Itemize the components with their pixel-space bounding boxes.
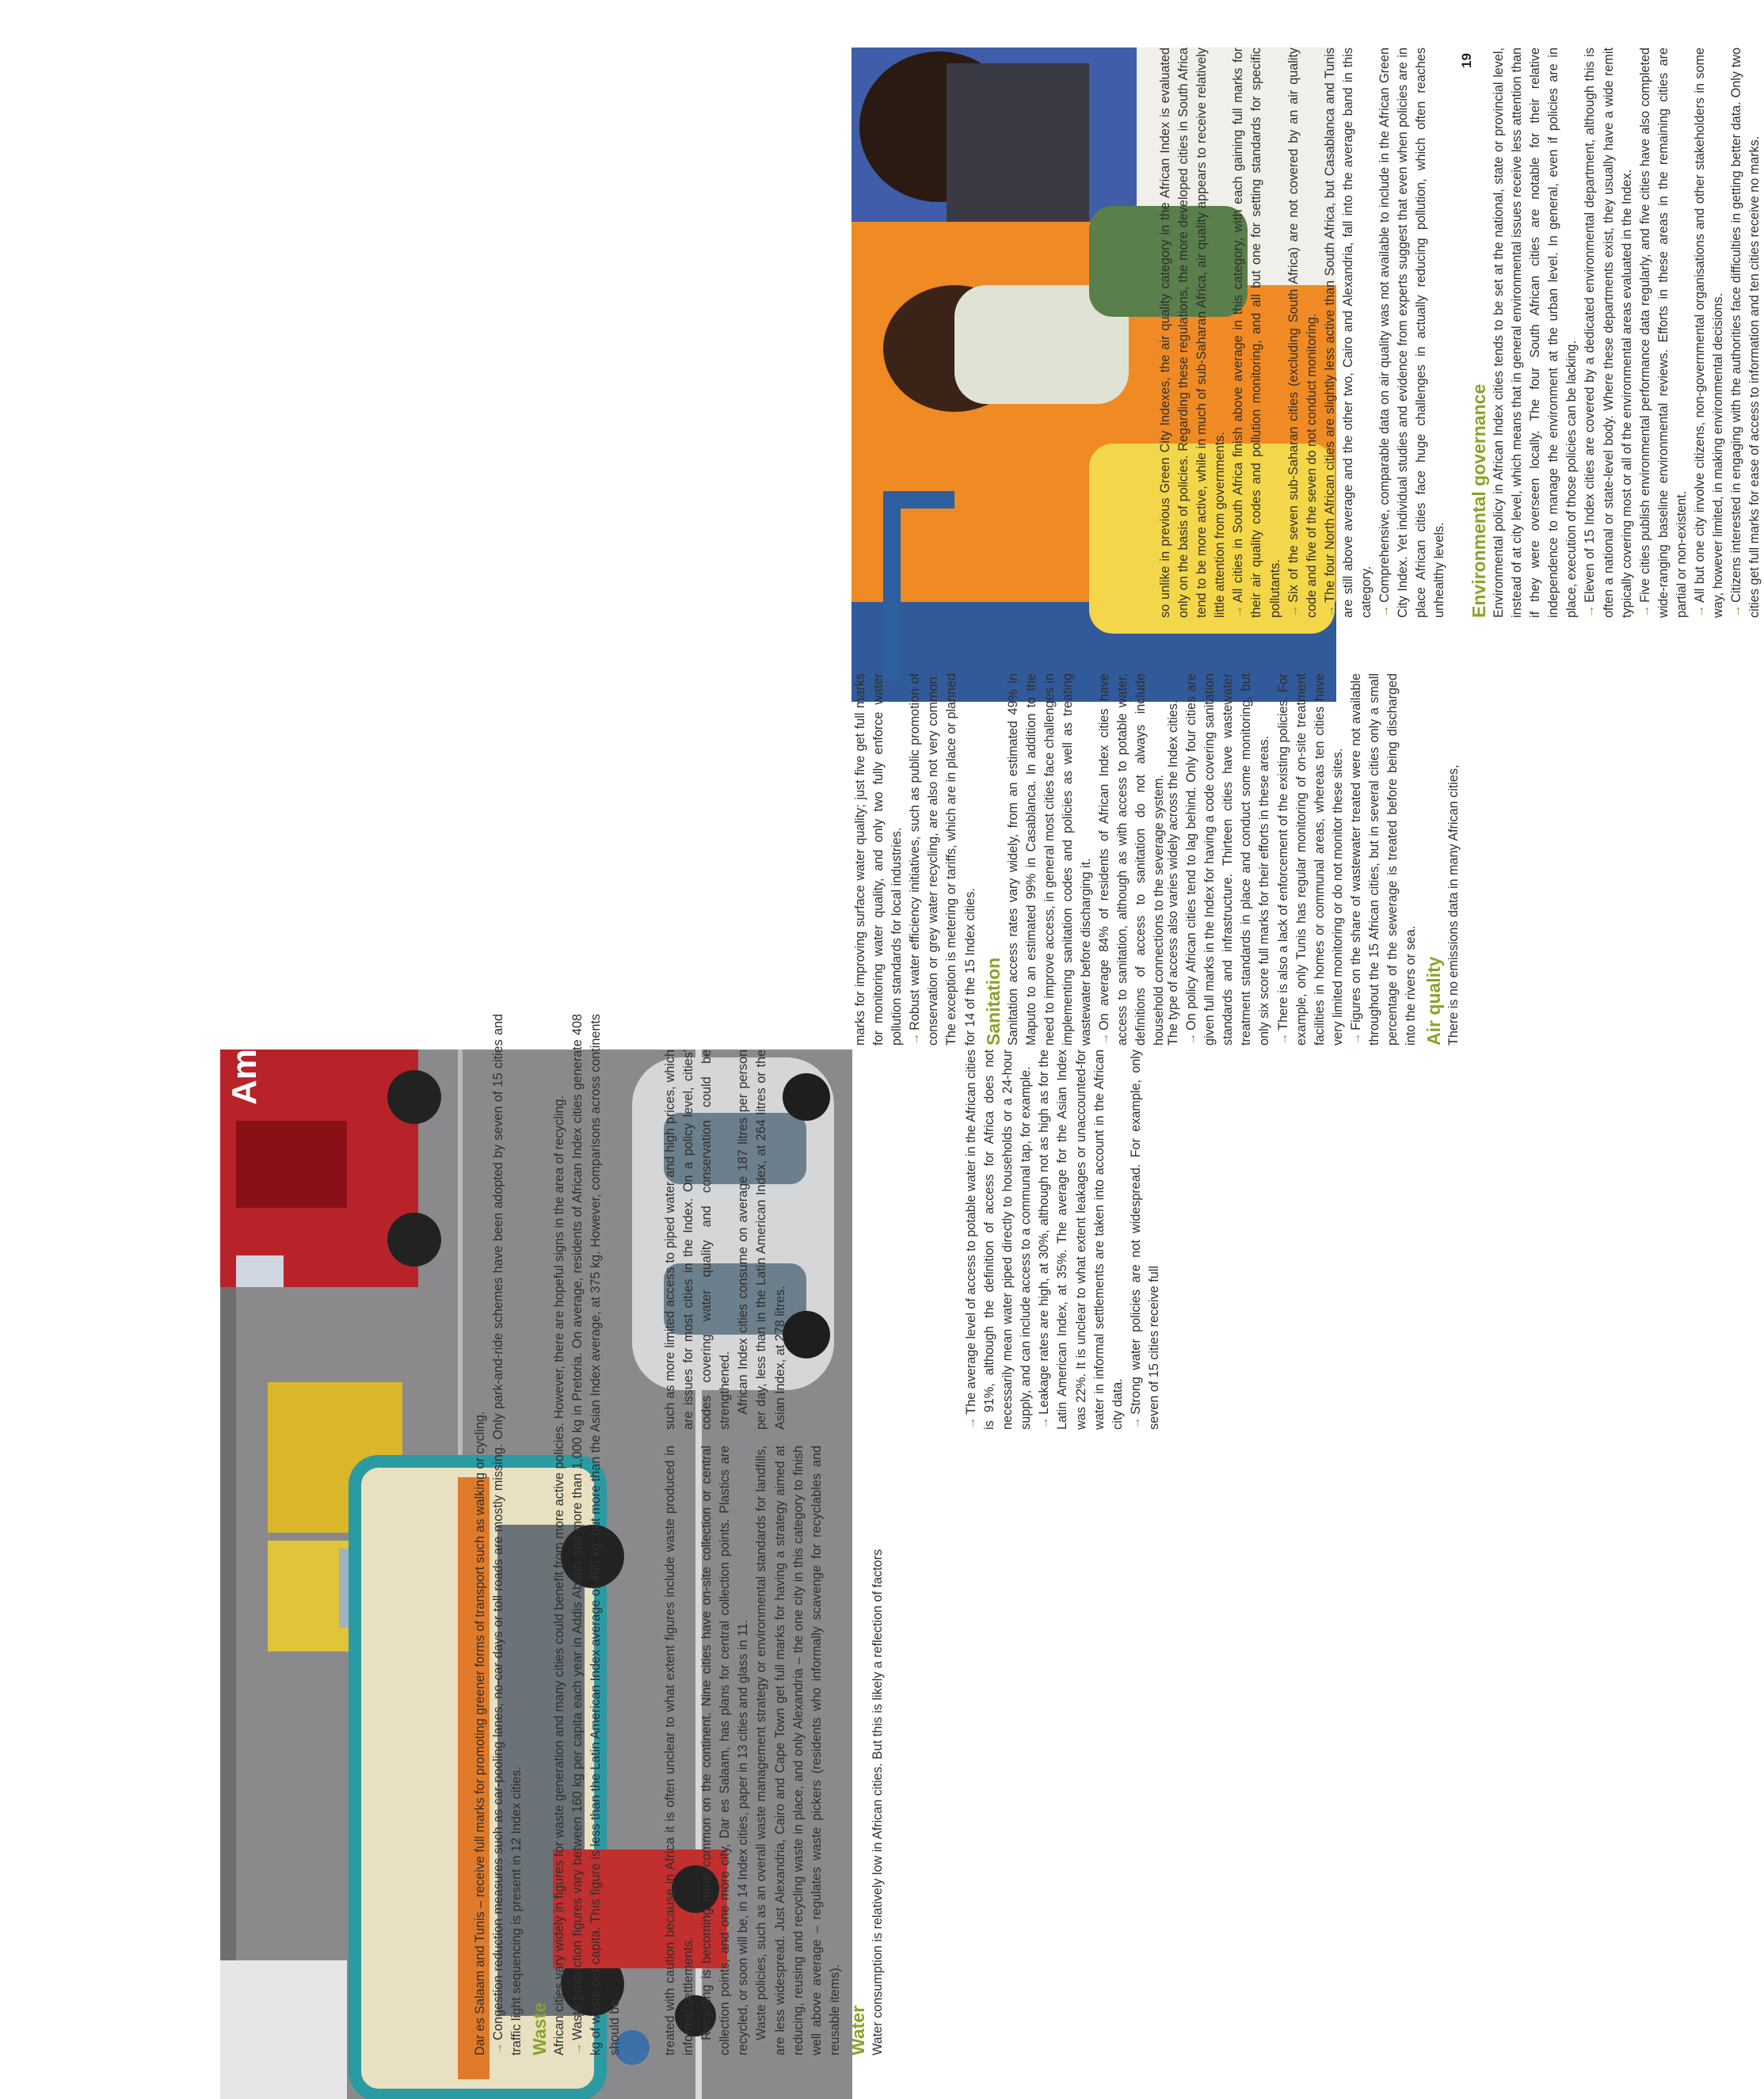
bullet-item xyxy=(1095,673,1168,1046)
bullet-text: Robust water efficiency initiatives, such as public promotion of conservation or grey water recycling, are also not very common. The exception is metering or tariffs, which are in place or planned for 14 of the 15 Index cities. xyxy=(908,673,977,1046)
bullet-text: The four North African cities are slightly less active than South Africa, but Casablanca and Tunis are still above average and the other two, Cairo and Alexandria, fall into the average band in this category. xyxy=(1322,48,1374,618)
bullet-text: Recycling is becoming more common on the continent. Nine cities have on-site collection or central collection points, and one more city, Dar es Salaam, has plans for central collection points. Plastics are recycled, or soon will be, in 14 Index cities, paper in 13 cities and glass in 11. xyxy=(699,1446,751,2055)
arrow-icon: → xyxy=(1729,604,1744,618)
arrow-icon: → xyxy=(1275,1032,1290,1046)
paragraph: The type of access also varies widely across the Index cities. xyxy=(1166,699,1180,1046)
arrow-icon: → xyxy=(908,1032,923,1046)
bullet-text: Five cities publish environmental performance data regularly, and five cities have also completed wide-ranging baseline environmental reviews. Efforts in these areas in the remaining cities are partial or non-existent. xyxy=(1637,48,1689,618)
bullet-item xyxy=(1274,673,1347,1046)
paragraph: so unlike in previous Green City Indexes, the air quality category in the African Index is evaluated only on the basis of policies. Regarding these regulations, the more developed cities in South Africa tend to be more active, while in much of sub-Saharan Africa, air quality appears to receive relatively little attention from governments. xyxy=(1158,48,1228,618)
text-column-6 xyxy=(1156,48,1465,618)
paragraph: marks for improving surface water quality; just five get full marks for monitoring water quality, and only two fully enforce water pollution standards for local industries. xyxy=(853,673,905,1046)
paragraph: Sanitation access rates vary widely, from an estimated 49% in Maputo to an estimated 99% in Casablanca. In addition to the need to improve access, in general most cities face challenges in implementing sanitation codes and policies as well as treating wastewater before discharging it. xyxy=(1005,673,1094,1046)
arrow-icon: → xyxy=(1037,1416,1052,1430)
arrow-icon: → xyxy=(570,2042,585,2055)
bullet-text: All but one city involve citizens, non-governmental organisations and other stakeholders in some way, however limited, in making environmental decisions. xyxy=(1693,48,1726,618)
paragraph: Water consumption is relatively low in African cities. But this is likely a reflection of factors xyxy=(870,1549,885,2055)
bullet-item xyxy=(752,1446,844,2055)
paragraph: African cities vary widely in figures for waste generation and many cities could benefit from more active policies. However, there are hopeful signs in the area of recycling. xyxy=(552,1095,567,2055)
heading-environmental-governance: Environmental governance xyxy=(1469,383,1489,618)
page-number-right: 19 xyxy=(1459,53,1474,68)
text-column-2 xyxy=(661,1446,885,2055)
arrow-icon: → xyxy=(1377,604,1393,618)
arrow-icon: → xyxy=(964,1416,978,1430)
bullet-text: Congestion reduction measures such as car-pooling lanes, no-car days or toll roads are mostly missing. Only park-and-ride schemes have been adopted by seven of 15 cities and traffic light sequencing is present in 12 Index cities. xyxy=(491,1014,524,2055)
arrow-icon: → xyxy=(491,2042,506,2055)
bullet-item xyxy=(1035,1050,1126,1430)
bullet-text: There is also a lack of enforcement of the existing policies. For example, only Tunis has regular monitoring of on-site treatment facilities in homes or communal areas, whereas ten cities have very limited monitoring or do not monitor these sites. xyxy=(1275,673,1345,1046)
arrow-icon: → xyxy=(699,2042,714,2055)
bullet-text: African Index cities consume on average 187 litres per person per day, less than in the Latin American Index, at 264 litres or the Asian Index, at 278 litres. xyxy=(736,1050,787,1430)
bullet-text: Citizens interested in engaging with the authorities face difficulties in getting better data. Only two cities get full marks for ease of access to information and ten cities receive no marks. xyxy=(1729,48,1762,618)
bullet-text: Strong water policies are not widespread. For example, only seven of 15 cities receive full xyxy=(1128,1050,1161,1430)
bullet-text: Figures on the share of wastewater treated were not available throughout the 15 African cities, but in several cities only a small percentage of the sewerage is treated before being discharged into the rivers or sea. xyxy=(1348,673,1419,1046)
bullet-text: On average 84% of residents of African Index cities have access to sanitation, although as with access to potable water, definitions of access to sanitation do not always include household connections to the severage system. xyxy=(1097,673,1167,1046)
text-column-1 xyxy=(471,1014,650,2055)
arrow-icon: → xyxy=(1184,1032,1199,1046)
arrow-icon: → xyxy=(1231,604,1246,618)
amini-text: Amini xyxy=(225,1008,264,1105)
bullet-item xyxy=(1376,48,1449,618)
paragraph: Environmental policy in African Index cities tends to be set at the national, state or provincial level, instead of at city level, which means that in general environmental issues receive less attention than if they were overseen locally. The four South African cities are notable for their relative independence to manage the environment at the urban level. In general, even if policies are in place, execution of those policies can be lacking. xyxy=(1492,48,1579,618)
arrow-icon: → xyxy=(1286,604,1301,618)
text-column-3 xyxy=(661,1050,844,1430)
bullet-item xyxy=(569,1014,623,2055)
heading-sanitation: Sanitation xyxy=(982,957,1004,1046)
bullet-text: Waste production figures vary between 160 kg per capita each year in Addis Ababa and more than 1,000 kg in Pretoria. On average, residents of African Index cities generate 408 kg of waste per capita. This figure is less than the Latin American Index average of 465 kg, but more than the Asian Index average, at 375 kg. However, comparisons across continents should be xyxy=(570,1014,622,2055)
bullet-item xyxy=(1581,48,1636,618)
bullet-text: All cities in South Africa finish above average in this category, with each gaining full marks for their air quality codes and pollution monitoring, and all but one for setting standards for specific pollutants. xyxy=(1231,48,1282,618)
photo-street-traffic xyxy=(220,1008,456,2087)
text-column-7 xyxy=(1465,48,1762,618)
paragraph: There is no emissions data in many African cities, xyxy=(1446,764,1461,1046)
bullet-item xyxy=(1636,48,1691,618)
arrow-icon: → xyxy=(1348,1032,1363,1046)
arrow-icon: → xyxy=(1637,604,1652,618)
heading-waste: Waste xyxy=(529,2002,551,2055)
text-column-4 xyxy=(852,673,1167,1046)
bullet-item xyxy=(1285,48,1321,618)
bullet-item xyxy=(1127,1050,1164,1430)
bullet-text: On policy African cities tend to lag behind. Only four cities are given full marks in the Index for having a code covering sanitation standards and infrastructure. Thirteen cities have wastewater treatment standards in place and conduct some monitoring, but only six score full marks for their efforts in these areas. xyxy=(1184,673,1272,1046)
bullet-item xyxy=(962,1050,1035,1430)
arrow-icon: → xyxy=(1583,604,1598,618)
bullet-text: Eleven of 15 Index cities are covered by a dedicated environmental department, although this is often a national or state-level body. Where these departments exist, they usually have a wide remit typically covering most or all of the environmental areas evaluated in the Index. xyxy=(1583,48,1634,618)
bullet-item xyxy=(1229,48,1284,618)
bullet-item xyxy=(1321,48,1376,618)
bullet-item xyxy=(1728,48,1764,618)
arrow-icon: → xyxy=(1322,604,1337,618)
arrow-icon: → xyxy=(736,1416,751,1430)
bullet-text: Waste policies, such as an overall waste management strategy or environmental standards for landfills, are less widespread. Just Alexandria, Cairo and Cape Town get full marks for having a strategy aimed at reducing, reusing and recycling waste in place, and only Alexandria – the one city in this category to finish well above average – regulates waste pickers (residents who informally scavenge for recyclables and reusable items). xyxy=(754,1446,842,2055)
bullet-item xyxy=(698,1446,752,2055)
bullet-item xyxy=(906,673,979,1046)
bullet-item xyxy=(1691,48,1728,618)
arrow-icon: → xyxy=(1693,604,1708,618)
bullet-item xyxy=(734,1050,789,1430)
paragraph: Dar es Salaam and Tunis – receive full marks for promoting greener forms of transport such as walking or cycling. xyxy=(473,1411,487,2055)
paragraph: such as more limited access to piped water and high prices, which are issues for most cities in the Index. On a policy level, cities' codes covering water quality and conservation could be strengthened. xyxy=(663,1050,733,1430)
heading-water: Water xyxy=(847,2005,868,2055)
arrow-icon: → xyxy=(754,2042,769,2055)
bullet-item xyxy=(1183,673,1274,1046)
paragraph: treated with caution because in Africa it is often unclear to what extent figures include waste produced in informal settlements. xyxy=(663,1446,696,2055)
text-column-3b xyxy=(962,1050,1161,1430)
text-column-5 xyxy=(1164,673,1477,1046)
bullet-item xyxy=(490,1014,526,2055)
bullet-text: The average level of access to potable water in the African cities is 91%, although the definition of access for Africa does not necessarily mean water piped directly to households or a 24-hour supply, and can include access to a communal tap, for example. xyxy=(964,1050,1034,1430)
bullet-item xyxy=(1347,673,1420,1046)
bullet-text: Comprehensive, comparable data on air quality was not available to include in the African Green City Index. Yet individual studies and evidence from experts suggest that even when policies are in place African cities face huge challenges in actually reducing pollution, which often reaches unhealthy levels. xyxy=(1377,48,1447,618)
bullet-text: Six of the seven sub-Saharan cities (excluding South Africa) are not covered by an air quality code and five of the seven do not conduct monitoring. xyxy=(1286,48,1319,618)
arrow-icon: → xyxy=(1128,1416,1143,1430)
bullet-text: Leakage rates are high, at 30%, although not as high as for the Latin American Index, at 35%. The average for the Asian Index was 22%. It is unclear to what extent leakages or unaccounted-for water in informal settlements are taken into account in the African city data. xyxy=(1037,1050,1125,1430)
heading-air-quality: Air quality xyxy=(1423,956,1445,1046)
arrow-icon: → xyxy=(1097,1032,1112,1046)
